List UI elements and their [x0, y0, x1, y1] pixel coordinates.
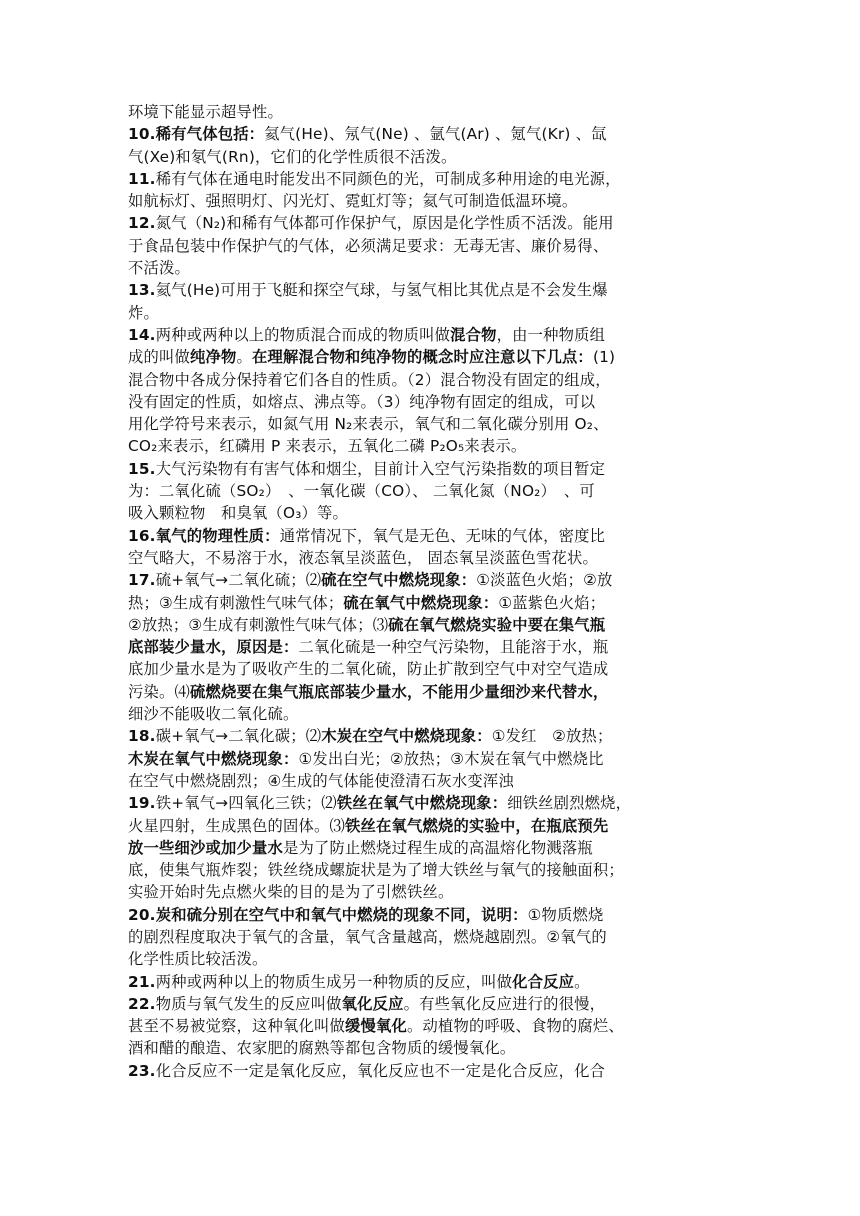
text-line [128, 926, 728, 948]
text-segment: 化合反应不一定是氧化反应，氧化反应也不一定是化合反应，化合 [155, 1061, 606, 1080]
bold-text: 23. [128, 1061, 156, 1080]
text-segment: 没有固定的性质，如熔点、沸点等。（3）纯净物有固定的组成，可以 [128, 392, 596, 411]
bold-text: 铁丝在氧气中燃烧现象： [336, 794, 508, 813]
text-segment: 氦气(He)、氖气(Ne) 、氩气(Ar) 、氪气(Kr) 、氙 [264, 125, 607, 144]
bold-text: 13. [128, 281, 156, 300]
text-line [128, 346, 728, 368]
text-line [128, 614, 728, 636]
bold-text: 硫燃烧要在集气瓶底部装少量水，不能用少量细沙来代替水， [190, 682, 609, 701]
text-line [128, 770, 728, 792]
text-segment: 热；③生成有刺激性气味气体； [128, 593, 344, 612]
text-line [128, 569, 728, 591]
text-segment: 。动植物的呼吸、食物的腐烂、 [406, 1017, 624, 1036]
text-segment: 炸。 [128, 303, 159, 322]
text-segment: 的剧烈程度取决于氧气的含量，氧气含量越高，燃烧越剧烈。②氧气的 [128, 927, 607, 946]
text-segment: 。 [574, 972, 590, 991]
text-segment: 混合物中各成分保持着它们各自的性质。（2）混合物没有固定的组成， [128, 370, 611, 389]
text-segment: 底加少量水是为了吸收产生的二氧化硫，防止扩散到空气中对空气造成 [128, 660, 609, 679]
bold-text: 11. [128, 169, 156, 188]
text-segment: 底，使集气瓶炸裂；铁丝绕成螺旋状是为了增大铁丝与氧气的接触面积； [128, 861, 624, 880]
bold-text: 底部装少量水，原因是： [128, 638, 299, 657]
text-line [128, 703, 728, 725]
text-segment: 铁+氧气→四氧化三铁；⑵ [155, 794, 337, 813]
text-line [128, 525, 728, 547]
text-line [128, 458, 728, 480]
text-line [128, 971, 728, 993]
text-segment: 空气略大，不易溶于水，液态氧呈淡蓝色， 固态氧呈淡蓝色雪花状。 [128, 548, 598, 567]
text-line [128, 725, 728, 747]
bold-text: 纯净物 [190, 348, 237, 367]
text-line [128, 547, 728, 569]
text-segment: 稀有气体在通电时能发出不同颜色的光，可制成多种用途的电光源， [155, 169, 621, 188]
text-segment: 实验开始时先点燃火柴的目的是为了引燃铁丝。 [128, 883, 454, 902]
text-line [128, 413, 728, 435]
text-segment: 如航标灯、强照明灯、闪光灯、霓虹灯等；氦气可制造低温环境。 [128, 192, 578, 211]
text-segment: ①淡蓝色火焰；②放 [476, 571, 613, 590]
bold-text: 22. [128, 994, 156, 1013]
text-segment: 在空气中燃烧剧烈；④生成的气体能使澄清石灰水变浑浊 [128, 771, 514, 790]
text-line [128, 904, 728, 926]
text-line [128, 948, 728, 970]
text-line [128, 480, 728, 502]
text-line [128, 859, 728, 881]
bold-text: 20. [128, 905, 156, 924]
text-segment: 吸入颗粒物 和臭氧（O₃）等。 [128, 504, 349, 523]
bold-text: 氧气的物理性质： [155, 526, 280, 545]
text-segment: ①发红 ②放热； [491, 727, 613, 746]
bold-text: 12. [128, 214, 156, 233]
text-segment: 是为了防止燃烧过程生成的高温熔化物溅落瓶 [282, 838, 593, 857]
text-line [128, 815, 728, 837]
bold-text: 硫在氧气中燃烧现象： [343, 593, 499, 612]
text-line [128, 636, 728, 658]
text-segment: 细沙不能吸收二氧化硫。 [128, 705, 299, 724]
text-segment: 于食品包装中作保护气的气体，必须满足要求：无毒无害、廉价易得、 [128, 236, 609, 255]
bold-text: 16. [128, 526, 156, 545]
bold-text: 硫在空气中燃烧现象： [321, 571, 477, 590]
text-segment: 物质与氧气发生的反应叫做 [155, 994, 342, 1013]
text-segment: 细铁丝剧烈燃烧， [507, 794, 632, 813]
bold-text: 硫在氧气燃烧实验中要在集气瓶 [388, 615, 606, 634]
text-line [128, 190, 728, 212]
text-segment: 不活泼。 [128, 259, 190, 278]
bold-text: 10. [128, 125, 156, 144]
text-line [128, 435, 728, 457]
text-segment: ①物质燃烧 [527, 905, 604, 924]
text-line [128, 502, 728, 524]
text-segment: 氮气（N₂)和稀有气体都可作保护气，原因是化学性质不活泼。能用 [155, 214, 614, 233]
text-segment: ①蓝紫色火焰； [498, 593, 606, 612]
text-line [128, 681, 728, 703]
text-line [128, 658, 728, 680]
text-line [128, 279, 728, 301]
bold-text: 21. [128, 972, 156, 991]
text-line [128, 302, 728, 324]
bold-text: 炭和硫分别在空气中和氧气中燃烧的现象不同，说明： [155, 905, 528, 924]
text-segment: 。有些氧化反应进行的很慢， [403, 994, 606, 1013]
bold-text: 木炭在氧气中燃烧现象： [128, 749, 299, 768]
bold-text: 木炭在空气中燃烧现象： [321, 727, 492, 746]
text-segment: 二氧化硫是一种空气污染物，且能溶于水，瓶 [298, 638, 609, 657]
text-line [128, 168, 728, 190]
text-line [128, 1015, 728, 1037]
text-line [128, 881, 728, 903]
text-segment: 酒和醋的酿造、农家肥的腐熟等都包含物质的缓慢氧化。 [128, 1039, 516, 1058]
text-segment: 氦气(He)可用于飞艇和探空气球，与氢气相比其优点是不会发生爆 [155, 281, 608, 300]
text-line [128, 837, 728, 859]
bold-text: 铁丝在氧气燃烧的实验中，在瓶底预先 [344, 816, 609, 835]
text-segment: 通常情况下，氧气是无色、无味的气体，密度比 [279, 526, 606, 545]
text-segment: (1) [592, 348, 616, 367]
text-line [128, 993, 728, 1015]
text-line [128, 369, 728, 391]
text-segment: CO₂来表示，红磷用 P 来表示，五氧化二磷 P₂O₅来表示。 [128, 437, 527, 456]
bold-text: 化合反应 [512, 972, 575, 991]
bold-text: 氧化反应 [341, 994, 404, 1013]
bold-text: 混合物 [450, 325, 497, 344]
text-segment: ，由一种物质组 [496, 325, 606, 344]
text-line [128, 592, 728, 614]
text-segment: 用化学符号来表示，如氮气用 N₂来表示，氧气和二氧化碳分别用 O₂、 [128, 415, 609, 434]
text-line [128, 324, 728, 346]
text-segment: 两种或两种以上的物质生成另一种物质的反应，叫做 [155, 972, 513, 991]
text-segment: 甚至不易被觉察，这种氧化叫做 [128, 1017, 345, 1036]
text-line [128, 212, 728, 234]
text-segment: 火星四射，生成黑色的固体。⑶ [128, 816, 345, 835]
text-segment: 大气污染物有有害气体和烟尘，目前计入空气污染指数的项目暂定 [155, 459, 606, 478]
document-page [128, 101, 728, 1082]
text-segment: 气(Xe)和氡气(Rn)，它们的化学性质很不活泼。 [128, 147, 457, 166]
text-segment: 为：二氧化硫（SO₂） 、一氧化碳（CO）、 二氧化氮（NO₂） 、可 [128, 482, 595, 501]
text-line [128, 391, 728, 413]
text-segment: 环境下能显示超导性。 [128, 103, 283, 121]
bold-text: 17. [128, 571, 156, 590]
text-line [128, 257, 728, 279]
text-segment: 碳+氧气→二氧化碳；⑵ [155, 727, 322, 746]
bold-text: 19. [128, 794, 156, 813]
bold-text: 14. [128, 325, 156, 344]
text-segment: ②放热；③生成有刺激性气味气体；⑶ [128, 615, 389, 634]
bold-text: 缓慢氧化 [344, 1017, 407, 1036]
text-line [128, 748, 728, 770]
text-segment: 污染。⑷ [128, 682, 190, 701]
text-line [128, 101, 728, 123]
bold-text: 18. [128, 727, 156, 746]
text-segment: 化学性质比较活泼。 [128, 950, 268, 969]
text-line [128, 1060, 728, 1082]
text-segment: ①发出白光；②放热；③木炭在氧气中燃烧比 [298, 749, 604, 768]
text-line [128, 235, 728, 257]
text-segment: 硫+氧气→二氧化硫；⑵ [155, 571, 322, 590]
bold-text: 稀有气体包括： [155, 125, 265, 144]
text-line [128, 123, 728, 145]
bold-text: 放一些细沙或加少量水 [128, 838, 283, 857]
bold-text: 在理解混合物和纯净物的概念时应注意以下几点： [252, 348, 593, 367]
text-segment: 成的叫做 [128, 348, 190, 367]
text-line [128, 146, 728, 168]
text-line [128, 792, 728, 814]
text-segment: 。 [236, 348, 252, 367]
bold-text: 15. [128, 459, 156, 478]
text-line [128, 1037, 728, 1059]
text-segment: 两种或两种以上的物质混合而成的物质叫做 [155, 325, 451, 344]
